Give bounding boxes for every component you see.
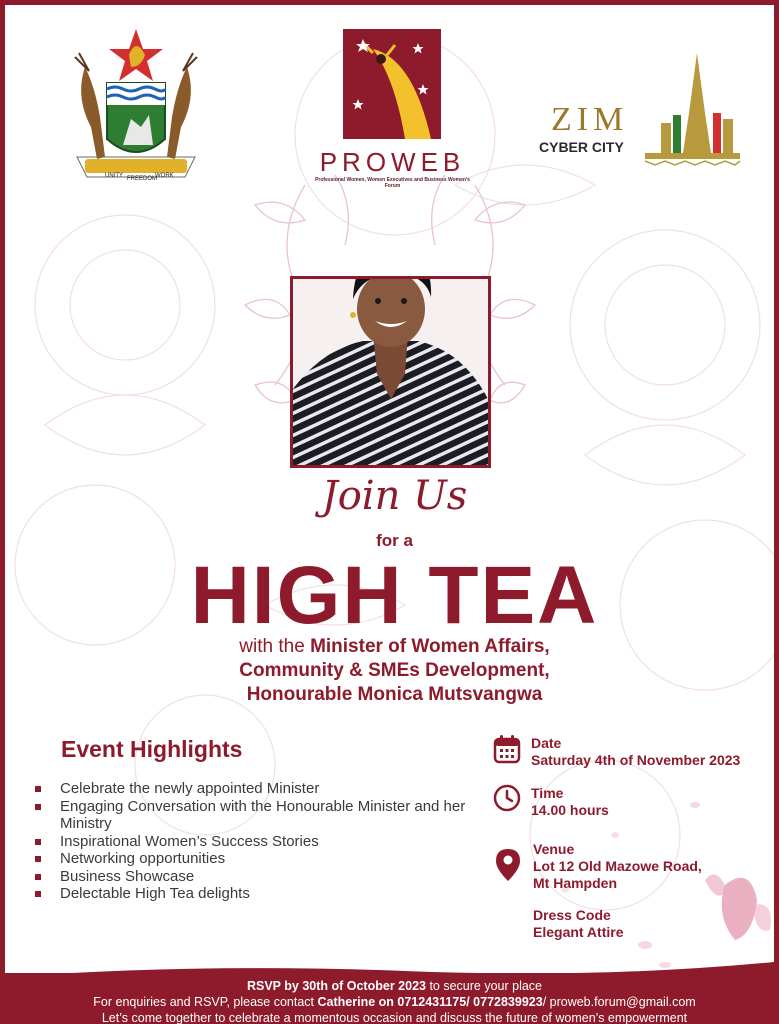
minister-line3: Honourable Monica Mutsvangwa	[246, 684, 543, 705]
closing-line: Let’s come together to celebrate a momentous occasion and discuss the future of women’s empowerment	[101, 1011, 688, 1024]
minister-portrait	[290, 276, 491, 468]
list-item: Celebrate the newly appointed Minister	[35, 780, 475, 798]
star-figure-icon	[343, 29, 441, 139]
motto-work: WORK	[155, 173, 174, 179]
cyber-city-wordmark: CYBER CITY	[539, 139, 624, 155]
with-the-prefix: with the	[239, 636, 311, 657]
motto-freedom: FREEDOM	[127, 176, 157, 182]
list-item: Engaging Conversation with the Honourable Minister and her Ministry	[35, 798, 475, 833]
date-value: Saturday 4th of November 2023	[531, 752, 741, 768]
list-item: Networking opportunities	[35, 850, 475, 868]
dress-code-label: Dress Code	[533, 907, 611, 923]
venue-line2: Mt Hampden	[533, 875, 617, 891]
footer-banner	[5, 973, 779, 1024]
list-item: Delectable High Tea delights	[35, 885, 475, 903]
time-value: 14.00 hours	[531, 802, 609, 818]
list-item: Business Showcase	[35, 868, 475, 886]
rsvp-rest: to secure your place	[425, 979, 543, 993]
dress-code-value: Elegant Attire	[533, 924, 624, 940]
minister-line1: Minister of Women Affairs,	[310, 636, 550, 657]
zim-cyber-city-logo	[535, 53, 745, 169]
rsvp-deadline: RSVP by 30th of October 2023	[246, 979, 426, 993]
time-label: Time	[531, 785, 564, 801]
zim-wordmark: ZIM	[551, 101, 629, 138]
enquiries-line	[5, 994, 779, 1010]
minister-description	[5, 635, 779, 707]
contact-phone: Catherine on 0712431175/ 0772839923	[317, 995, 543, 1009]
for-a-text: for a	[376, 531, 413, 550]
join-us-script: Join Us	[321, 473, 468, 519]
venue-line1: Lot 12 Old Mazowe Road,	[533, 858, 702, 874]
motto-unity: UNITY	[105, 173, 123, 179]
date-label: Date	[531, 735, 562, 751]
coat-of-arms-emblem	[45, 27, 227, 187]
event-title: HIGH TEA	[190, 550, 599, 641]
zimbabwe-coat-of-arms	[45, 27, 227, 187]
highlights-list	[35, 780, 475, 903]
proweb-tagline: Professional Women, Women Executives and Business Women's Forum	[315, 177, 470, 189]
list-item: Inspirational Women’s Success Stories	[35, 833, 475, 851]
location-pin-icon	[496, 849, 520, 885]
proweb-logo	[310, 29, 475, 187]
contact-email: / proweb.forum@gmail.com	[542, 995, 696, 1009]
highlights-title: Event Highlights	[61, 736, 243, 762]
venue-label: Venue	[533, 841, 575, 857]
date-icon	[493, 734, 521, 768]
clock-icon	[493, 783, 521, 817]
portrait-photo	[293, 279, 488, 465]
rsvp-line	[5, 978, 779, 994]
proweb-logo-emblem	[343, 29, 441, 139]
enquiries-prefix: For enquiries and RSVP, please contact	[93, 995, 318, 1009]
proweb-wordmark: PROWEB	[319, 147, 466, 177]
minister-line2: Community & SMEs Development,	[239, 660, 550, 681]
